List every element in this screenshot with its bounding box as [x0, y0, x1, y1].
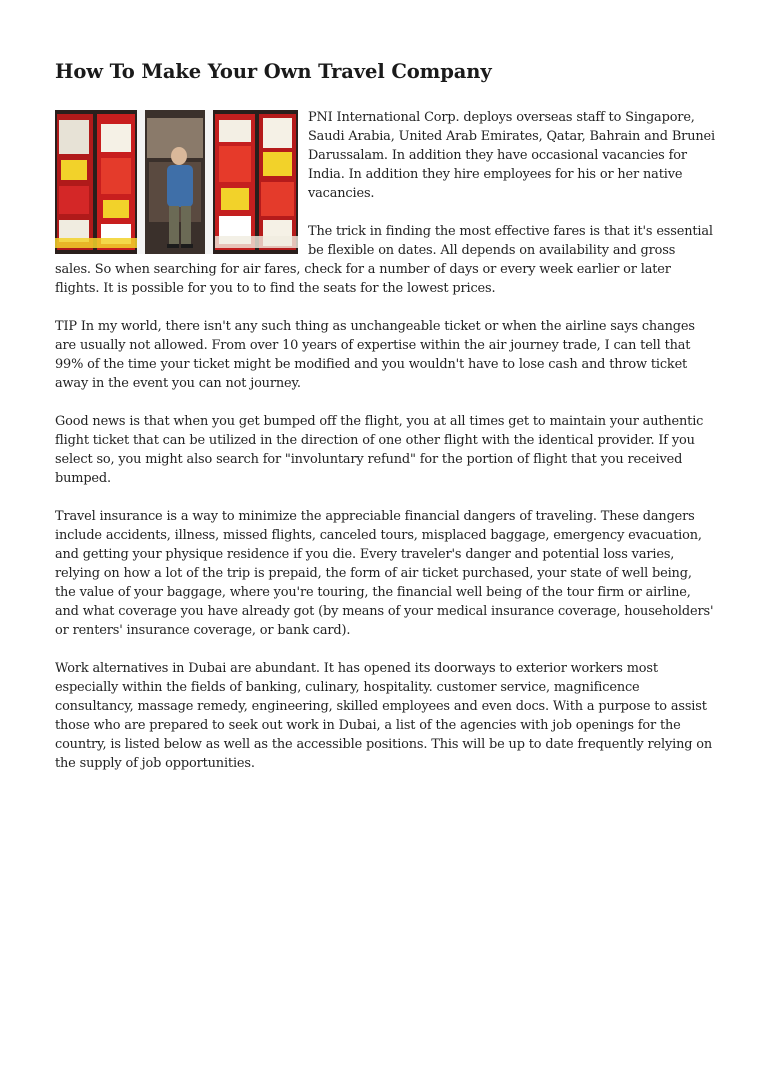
paragraph: PNI International Corp. deploys overseas staff to Singapore, Saudi Arabia, United Arab Emirates, Qatar, Bahrain and Brunei Darussalam. In addition they have occasional vacancies for India. In addition they hire employees for his or her native vacancies.: [308, 110, 715, 201]
article-title: How To Make Your Own Travel Company: [55, 60, 492, 83]
paragraph: TIP In my world, there isn't any such thing as unchangeable ticket or when the airline says changes are usually not allowed. From over 10 years of expertise within the air journey trade, I can tell that 99% of the time your ticket might be modified and you wouldn't have to lose cash and throw ticket away in the event you can not journey.: [55, 319, 695, 391]
paragraph: Good news is that when you get bumped off the flight, you at all times get to maintain your authentic flight ticket that can be utilized in the direction of one other flight with the identical provider. If you select so, you might also search for "involuntary refund" for the portion of flight that you received bumped.: [55, 414, 704, 486]
paragraph: The trick in finding the most effective fares is that it's essential be flexible on dates. All depends on availability and gross sales. So when searching for air fares, check for a number of days or every week earlier or later flights. It is possible for you to to find the seats for the lowest prices.: [55, 224, 713, 296]
paragraph: Work alternatives in Dubai are abundant. It has opened its doorways to exterior workers most especially within the fields of banking, culinary, hospitality. customer service, magnificence consultancy, massage remedy, engineering, skilled employees and even docs. With a purpose to assist those who are prepared to seek out work in Dubai, a list of the agencies with job openings for the country, is listed below as well as the accessible positions. This will be up to date frequently relying on the supply of job opportunities.: [55, 661, 713, 771]
travel-agency-storefront-photo: [55, 110, 298, 254]
document-page: [55, 58, 715, 792]
paragraph: Travel insurance is a way to minimize the appreciable financial dangers of traveling. These dangers include accidents, illness, missed flights, canceled tours, misplaced baggage, emergency evacuation, and getting your physique residence if you die. Every traveler's danger and potential loss varies, relying on how a lot of the trip is prepaid, the form of air ticket purchased, your state of well being, the value of your baggage, where you're touring, the financial well being of the tour firm or airline, and what coverage you have already got (by means of your medical insurance coverage, householders' or renters' insurance coverage, or bank card).: [55, 509, 714, 638]
